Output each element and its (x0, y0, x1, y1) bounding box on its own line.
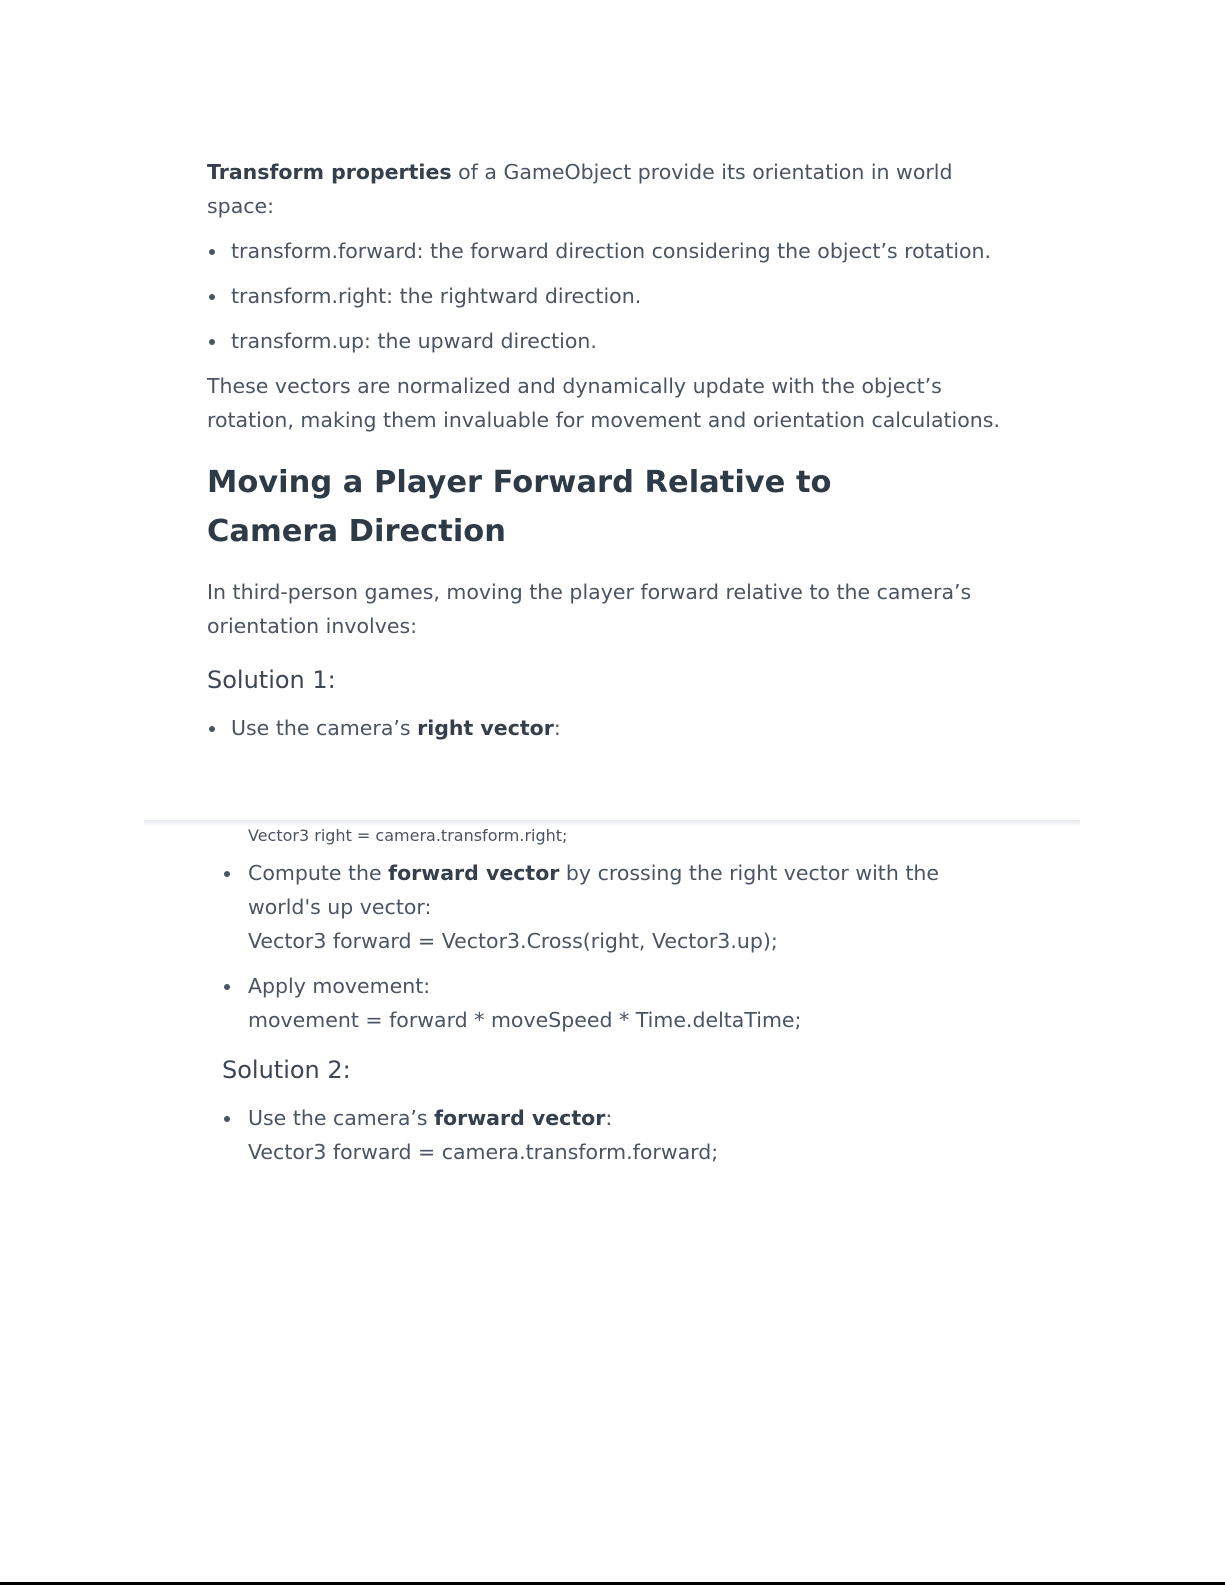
list-item (207, 711, 1007, 745)
code-text: movement = forward * moveSpeed * Time.deltaTime; (248, 1008, 802, 1032)
upper-section (207, 155, 1007, 745)
transform-intro-paragraph (207, 155, 1007, 223)
bullet-icon (209, 339, 215, 345)
list-item (222, 1101, 1012, 1169)
step-text: Apply movement: (248, 974, 431, 998)
forward-vector-bold: forward vector (434, 1106, 606, 1130)
list-item (207, 279, 1007, 313)
transform-list (207, 234, 1007, 358)
step-text-rest: by crossing the right vector with the world's up vector: (248, 861, 939, 919)
code-line-right (222, 826, 1012, 845)
bullet-icon (224, 1116, 230, 1122)
solution-1-list-top (207, 711, 1007, 745)
list-item-text: transform.right: the rightward direction. (231, 284, 642, 308)
solution-1-heading: Solution 1: (207, 666, 336, 694)
transform-intro-text: of a GameObject provide its orientation in world space: (207, 160, 953, 218)
list-item (222, 856, 1012, 958)
code-text: Vector3 forward = camera.transform.forward; (248, 1140, 719, 1164)
solution-2-list (222, 1101, 1012, 1169)
transform-properties-bold: Transform properties (207, 160, 452, 184)
step-text-colon: : (605, 1106, 613, 1130)
step-text: Use the camera’s (231, 716, 418, 740)
list-item (222, 969, 1012, 1037)
list-item-text: transform.up: the upward direction. (231, 329, 597, 353)
forward-vector-bold: forward vector (388, 861, 560, 885)
bullet-icon (224, 984, 230, 990)
step-text: Use the camera’s (248, 1106, 435, 1130)
bullet-icon (209, 726, 215, 732)
bullet-icon (209, 294, 215, 300)
solution-2-heading: Solution 2: (222, 1056, 351, 1084)
list-item (207, 324, 1007, 358)
list-item (207, 234, 1007, 268)
vectors-paragraph: These vectors are normalized and dynamically update with the object’s rotation, making them invaluable for movement and orientation calculations. (207, 374, 1000, 432)
bullet-icon (209, 249, 215, 255)
code-text: Vector3 right = camera.transform.right; (248, 826, 568, 845)
right-vector-bold: right vector (417, 716, 554, 740)
lower-section (222, 826, 1012, 1169)
step-text-colon: : (553, 716, 561, 740)
list-item-text: transform.forward: the forward direction considering the object’s rotation. (231, 239, 992, 263)
bullet-icon (224, 871, 230, 877)
code-text: Vector3 forward = Vector3.Cross(right, Vector3.up); (248, 929, 778, 953)
section-intro-paragraph: In third-person games, moving the player forward relative to the camera’s orientation involves: (207, 580, 972, 638)
section-heading: Moving a Player Forward Relative to Camera Direction (207, 465, 832, 549)
step-text: Compute the (248, 861, 389, 885)
solution-1-list-bottom (222, 856, 1012, 1037)
